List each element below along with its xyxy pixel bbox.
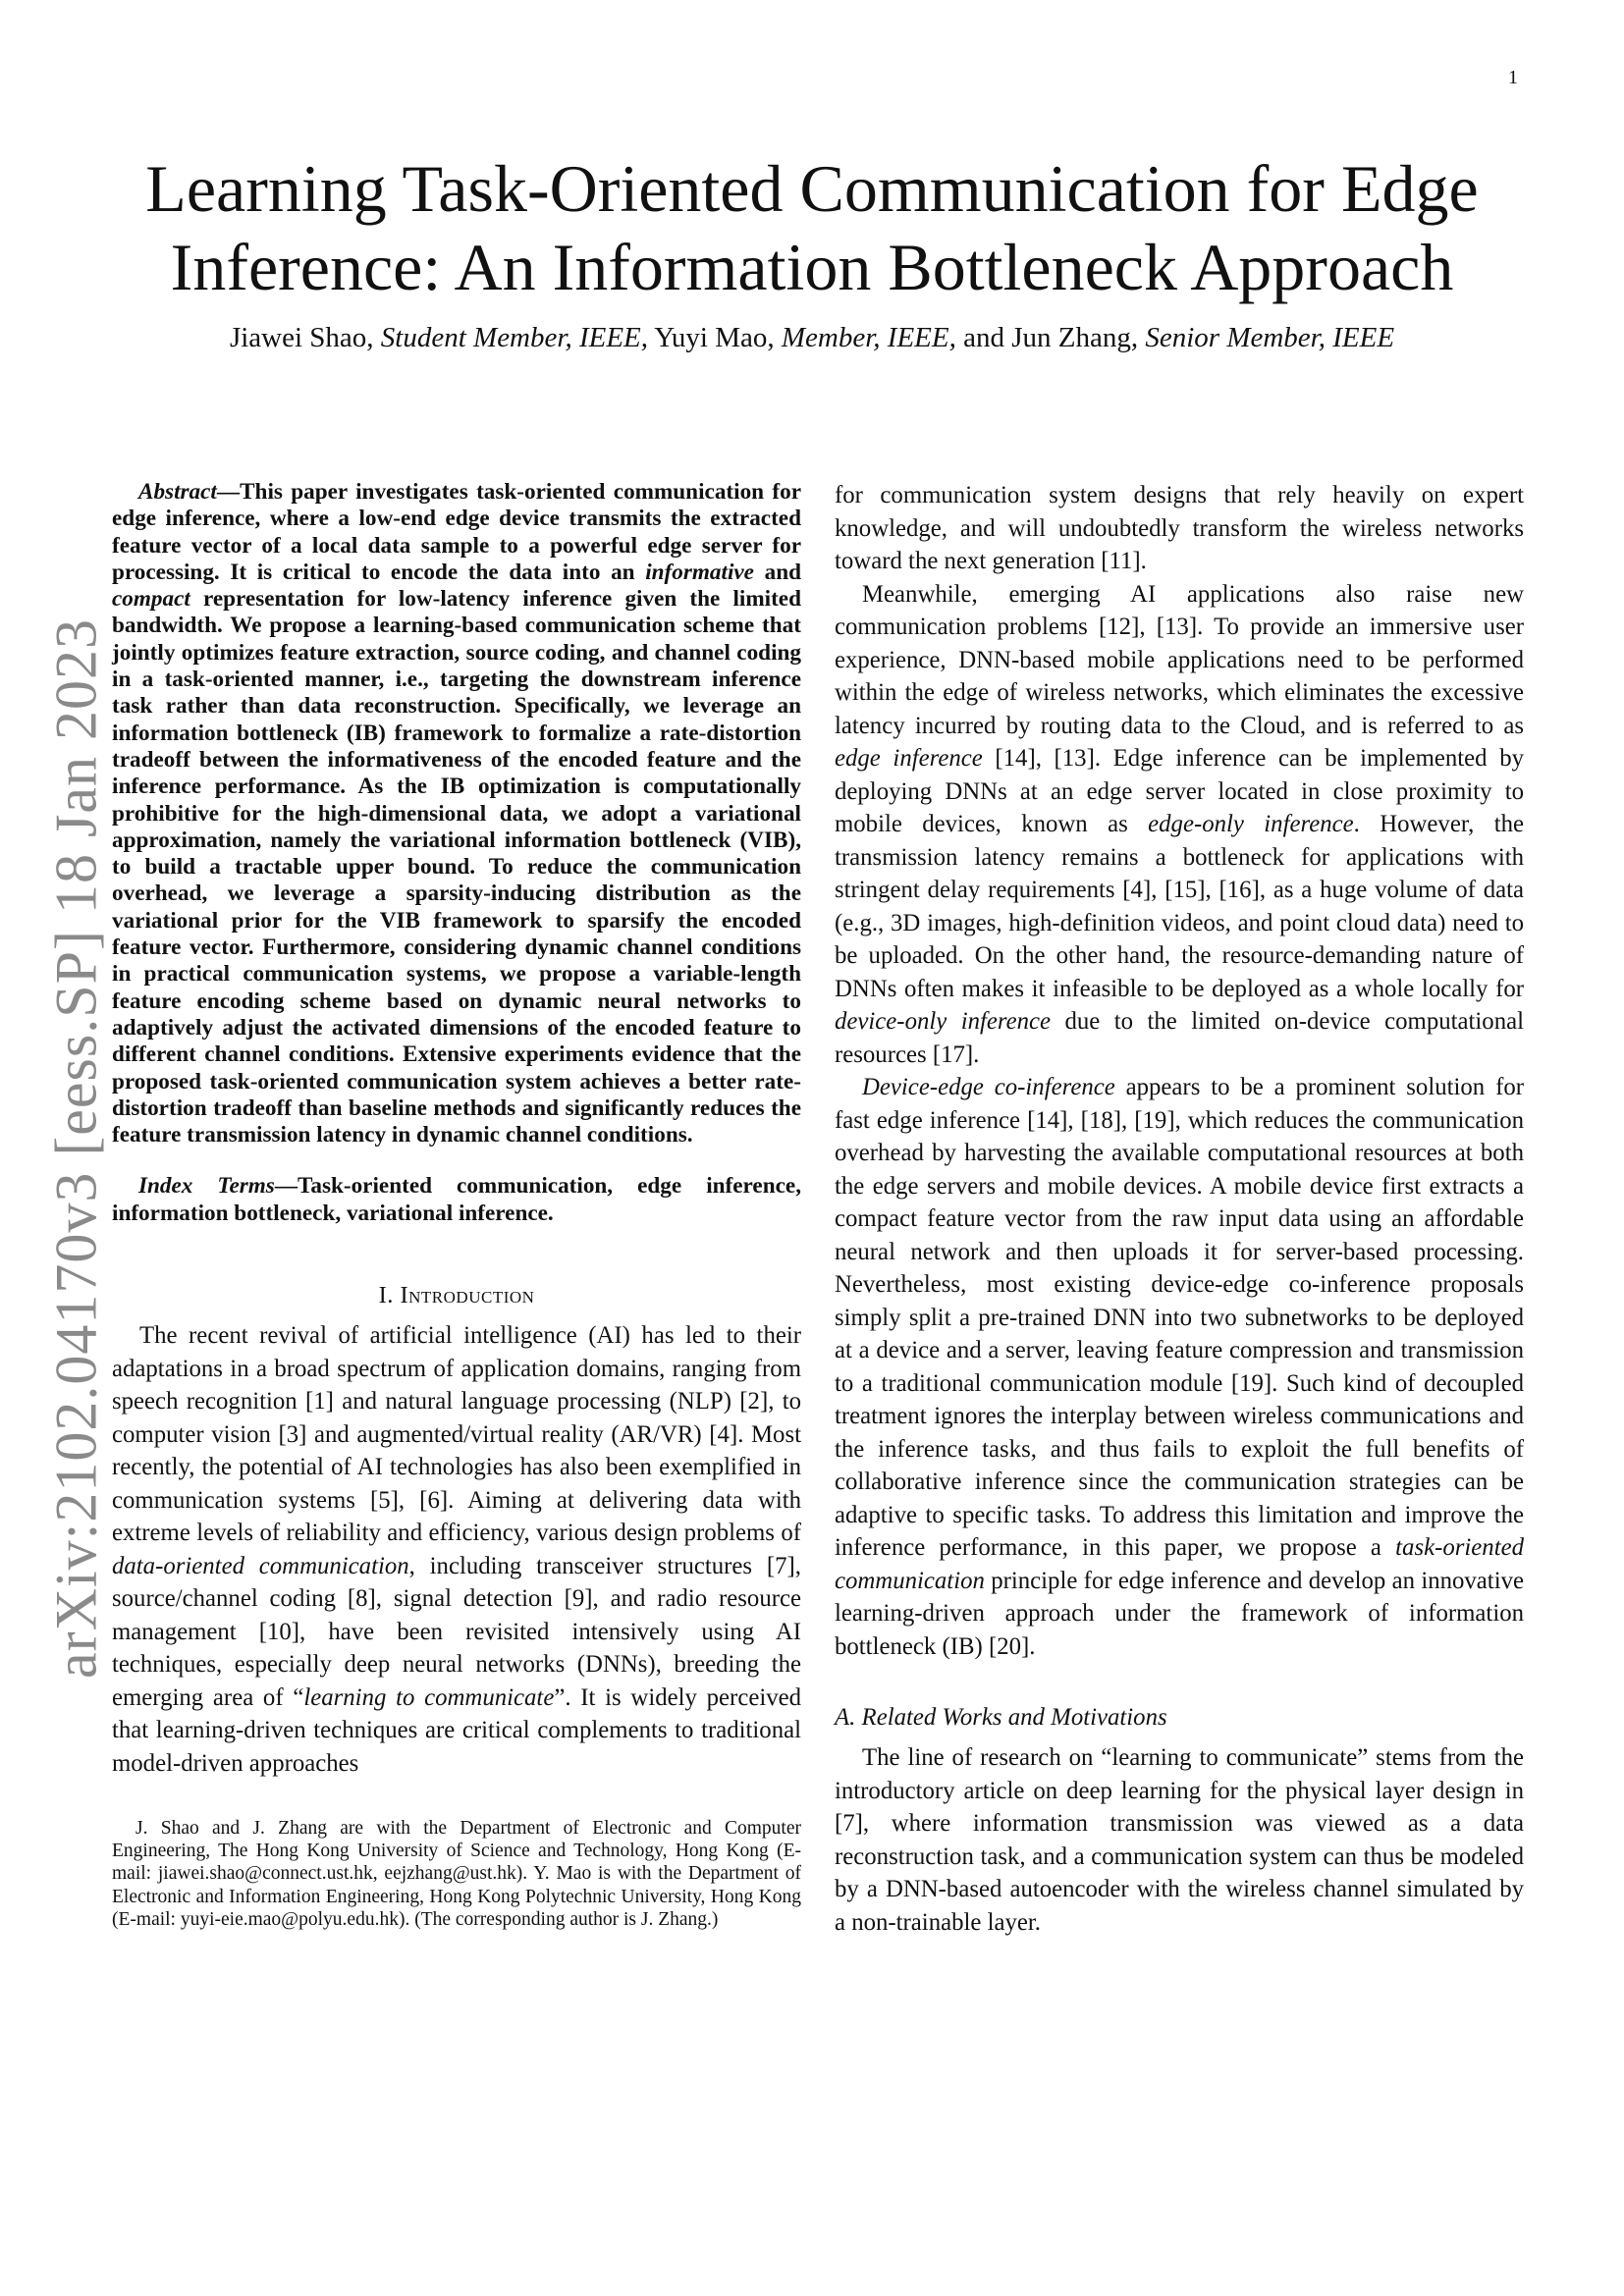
right-em-device-only: device-only inference (835, 1008, 1052, 1035)
index-terms-text: —Task-oriented communication, edge inference, information bottleneck, variational inference. (112, 1173, 801, 1226)
abstract-text-2: and (753, 559, 802, 585)
right-em-edge-inference: edge inference (835, 745, 983, 772)
intro-text-1b: , including transceiver structures [7], source/channel coding [8], signal detection [9], and radio resource management [10], have been revisited intensively using AI techniques, especially deep neural networks (DNNs), breeding the emerging area of “ (112, 1552, 801, 1711)
right-em-task-oriented: task-oriented communication (835, 1534, 1524, 1594)
index-terms (112, 1173, 801, 1227)
author-2: Yuyi Mao, (654, 322, 775, 353)
author-3: and Jun Zhang, (963, 322, 1139, 353)
page-number: 1 (1508, 67, 1518, 88)
abstract (112, 479, 801, 1148)
intro-em-data-oriented: data-oriented communication (112, 1552, 409, 1579)
arxiv-stamp: arXiv:2102.04170v3 [eess.SP] 18 Jan 2023 (43, 618, 109, 1679)
right-text-1b: [14], [13]. Edge inference can be implemented by deploying DNNs at an edge server located in close proximity to mobile devices, known as (835, 745, 1524, 837)
intro-text-1c: ”. It is widely perceived that learning-driven techniques are critical complements to traditional model-driven approaches (112, 1683, 802, 1777)
abstract-lead: Abstract (138, 479, 217, 505)
intro-paragraph-1 (112, 1319, 801, 1780)
index-terms-lead: Index Terms (138, 1173, 275, 1200)
abstract-em-compact: compact (112, 586, 190, 613)
author-1: Jiawei Shao, (229, 322, 374, 353)
paper-title (0, 149, 1624, 306)
right-text-2b: principle for edge inference and develop an innovative learning-driven approach under the framework of information bottleneck (IB) [20]. (835, 1567, 1524, 1660)
author-list (0, 322, 1624, 354)
right-paragraph-1 (835, 578, 1524, 1072)
author-3-role: Senior Member, IEEE (1145, 322, 1395, 353)
right-em-co-inference: Device-edge co-inference (862, 1074, 1115, 1100)
right-em-edge-only: edge-only inference (1148, 811, 1354, 837)
section-heading-introduction: I. Introduction (378, 1282, 535, 1309)
author-1-role: Student Member, IEEE, (380, 322, 648, 353)
intro-em-learning-to-communicate: learning to communicate (303, 1683, 555, 1711)
right-paragraph-2 (835, 1071, 1524, 1663)
right-text-1c: . However, the transmission latency remains a bottleneck for applications with stringent delay requirements [4], [15], [16], as a huge volume of data (e.g., 3D images, high-definition videos, and point cloud data) need to be uploaded. On the other hand, the resource-demanding nature of DNNs often makes it infeasible to be deployed as a whole locally for (835, 811, 1524, 1002)
author-footnote: J. Shao and J. Zhang are with the Department of Electronic and Computer Engineering, The Hong Kong University of Science and Technology, Hong Kong (E-mail: jiawei.shao@connect.ust.hk, eejzhang@ust.hk). Y. Mao is with the Department of Electronic and Information Engineering, Hong Kong Polytechnic University, Hong Kong (E-mail: yuyi-eie.mao@polyu.edu.hk). (The corresponding author is J. Zhang.) (112, 1818, 801, 1930)
right-column (835, 479, 1524, 1939)
left-column (112, 479, 801, 1931)
subsection-heading-related-works: A. Related Works and Motivations (835, 1704, 1167, 1731)
abstract-em-informative: informative (645, 559, 754, 585)
right-text-1a: Meanwhile, emerging AI applications also raise new communication problems [12], [13]. To provide an immersive user experience, DNN-based mobile applications need to be performed within the edge of wireless networks, which eliminates the excessive latency incurred by routing data to the Cloud, and is referred to as (835, 580, 1524, 739)
abstract-text-3: representation for low-latency inference given the limited bandwidth. We propose a learning-based communication scheme that jointly optimizes feature extraction, source coding, and channel coding in a task-oriented manner, i.e., targeting the downstream inference task rather than data reconstruction. Specifically, we leverage an information bottleneck (IB) framework to formalize a rate-distortion tradeoff between the informativeness of the encoded feature and the inference performance. As the IB optimization is computationally prohibitive for the high-dimensional data, we adopt a variational approximation, namely the variational information bottleneck (VIB), to build a tractable upper bound. To reduce the communication overhead, we leverage a sparsity-inducing distribution as the variational prior for the VIB framework to sparsify the encoded feature vector. Furthermore, considering dynamic channel conditions in practical communication systems, we propose a variable-length feature encoding scheme based on dynamic neural networks to adaptively adjust the activated dimensions of the encoded feature to different channel conditions. Extensive experiments evidence that the proposed task-oriented communication system achieves a better rate-distortion tradeoff than baseline methods and significantly reduces the feature transmission latency in dynamic channel conditions. (112, 586, 801, 1148)
abstract-text-1: —This paper investigates task-oriented communication for edge inference, where a low-end edge device transmits the extracted feature vector of a local data sample to a powerful edge server for processing. It is critical to encode the data into an (112, 479, 801, 585)
right-text-1d: due to the limited on-device computational resources [17]. (835, 1008, 1524, 1068)
title-line-1: Learning Task-Oriented Communication for Edge (145, 151, 1479, 226)
right-paragraph-3: The line of research on “learning to communicate” stems from the introductory article on deep learning for the physical layer design in [7], where information transmission was viewed as a data reconstruction task, and a communication system can thus be modeled by a DNN-based autoencoder with the wireless channel simulated by a non-trainable layer. (835, 1744, 1524, 1936)
right-text-2a: appears to be a prominent solution for fast edge inference [14], [18], [19], which reduces the communication overhead by harvesting the available computational resources at both the edge servers and mobile devices. A mobile device first extracts a compact feature vector from the raw input data using an affordable neural network and then uploads it for server-based processing. Nevertheless, most existing device-edge co-inference proposals simply split a pre-trained DNN into two subnetworks to be deployed at a device and a server, leaving feature compression and transmission to a traditional communication module [19]. Such kind of decoupled treatment ignores the interplay between wireless communications and the inference tasks, and thus fails to exploit the full benefits of collaborative inference since the communication strategies can be adaptive to specific tasks. To address this limitation and improve the inference performance, in this paper, we propose a (835, 1074, 1524, 1561)
right-paragraph-0: for communication system designs that rely heavily on expert knowledge, and will undoubtedly transform the wireless networks toward the next generation [11]. (835, 482, 1524, 574)
author-2-role: Member, IEEE, (781, 322, 956, 353)
title-line-2: Inference: An Information Bottleneck Approach (170, 230, 1454, 304)
intro-text-1a: The recent revival of artificial intelligence (AI) has led to their adaptations in a broad spectrum of application domains, ranging from speech recognition [1] and natural language processing (NLP) [2], to computer vision [3] and augmented/virtual reality (AR/VR) [4]. Most recently, the potential of AI technologies has also been exemplified in communication systems [5], [6]. Aiming at delivering data with extreme levels of reliability and efficiency, various design problems of (112, 1322, 801, 1547)
